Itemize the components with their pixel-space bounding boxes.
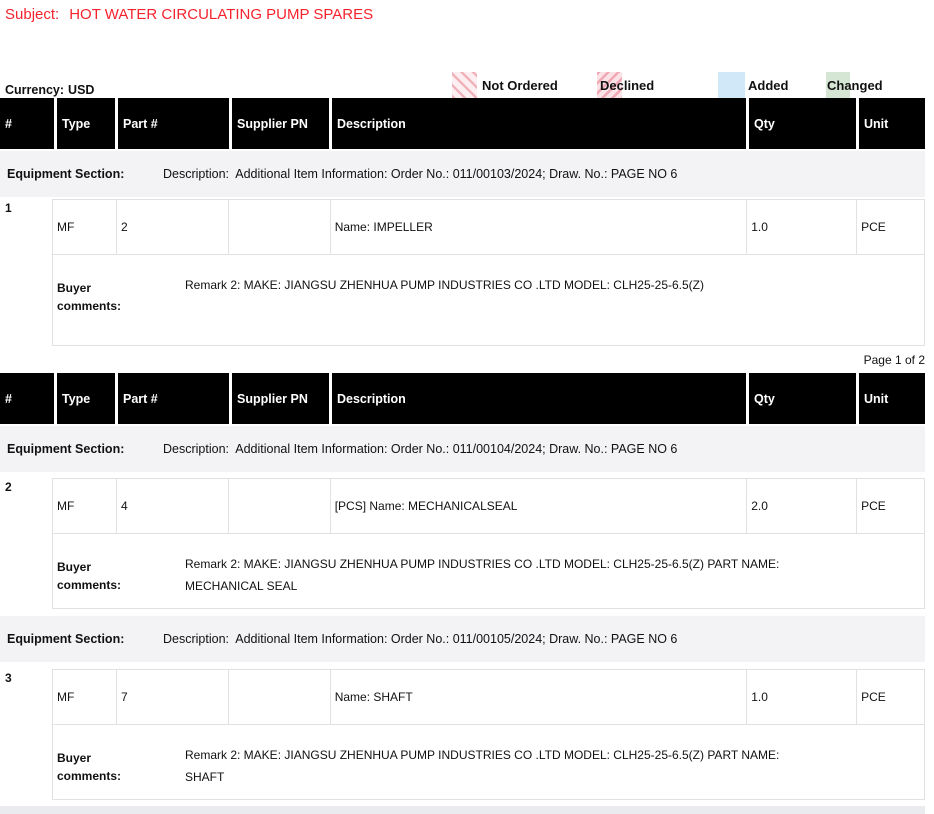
col-header-unit: Unit: [859, 98, 925, 149]
equipment-section-description: Description: Additional Item Information: Order No.: 011/00104/2024; Draw. No.: PAGE NO 6: [163, 442, 678, 456]
item-data-row: [53, 200, 924, 255]
item-data-row: [53, 479, 924, 534]
not-ordered-hatch-swatch: [452, 72, 477, 98]
equipment-section-row: [0, 151, 925, 197]
item-description: [PCS] Name: MECHANICALSEAL: [331, 479, 748, 533]
item-row: [0, 478, 925, 609]
item-part-number: 2: [117, 200, 229, 254]
legend-changed: Changed: [827, 78, 883, 93]
buyer-comments-row: [53, 255, 924, 345]
col-header-supplier-pn: Supplier PN: [232, 373, 329, 424]
item-qty: 2.0: [747, 479, 857, 533]
item-supplier-pn: [229, 200, 331, 254]
item-content: [53, 478, 925, 609]
equipment-section-row: [0, 616, 925, 662]
col-header-num: #: [0, 98, 54, 149]
next-section-partial-strip: [0, 806, 925, 814]
col-header-part: Part #: [118, 98, 229, 149]
item-part-number: 7: [117, 670, 229, 724]
item-content: [53, 669, 925, 800]
buyer-comments-label: Buyer comments:: [57, 281, 122, 313]
buyer-comments-text: Remark 2: MAKE: JIANGSU ZHENHUA PUMP INDUSTRIES CO .LTD MODEL: CLH25-25-6.5(Z): [185, 278, 704, 292]
item-unit: PCE: [861, 690, 886, 704]
col-header-qty: Qty: [749, 373, 856, 424]
item-supplier-pn: [229, 670, 331, 724]
item-row: [0, 669, 925, 800]
equipment-section-label: Equipment Section:: [7, 442, 125, 456]
item-description: Name: IMPELLER: [331, 200, 748, 254]
buyer-comments-row: [53, 725, 924, 799]
subject-line: [5, 6, 934, 24]
legend-declined: Declined: [600, 78, 655, 93]
buyer-comments-text: Remark 2: MAKE: JIANGSU ZHENHUA PUMP INDUSTRIES CO .LTD MODEL: CLH25-25-6.5(Z) PART NAME: SHAFT: [185, 748, 783, 784]
item-content: [53, 199, 925, 346]
legend-added: Added: [748, 78, 789, 93]
item-supplier-pn: [229, 479, 331, 533]
buyer-comments-row: [53, 534, 924, 608]
buyer-comments-label: Buyer comments:: [57, 751, 122, 783]
col-header-description: Description: [332, 373, 746, 424]
table-header: [0, 373, 925, 424]
col-header-supplier-pn: Supplier PN: [232, 98, 329, 149]
item-qty: 1.0: [747, 670, 857, 724]
col-header-num: #: [0, 373, 54, 424]
added-color-swatch: [718, 72, 745, 98]
equipment-section-label: Equipment Section:: [7, 167, 125, 181]
equipment-section-row: [0, 426, 925, 472]
currency-value: USD: [68, 83, 95, 97]
item-number: 3: [0, 669, 53, 800]
col-header-qty: Qty: [749, 98, 856, 149]
item-type: MF: [53, 670, 117, 724]
subject-label: Subject:: [5, 6, 60, 23]
equipment-section-description: Description: Additional Item Information: Order No.: 011/00105/2024; Draw. No.: PAGE NO 6: [163, 632, 678, 646]
item-qty: 1.0: [747, 200, 857, 254]
item-unit: PCE: [861, 499, 886, 513]
currency-label: Currency:: [5, 83, 65, 97]
page-indicator: Page 1 of 2: [863, 353, 925, 367]
col-header-description: Description: [332, 98, 746, 149]
table-header: [0, 98, 925, 149]
subject-value: HOT WATER CIRCULATING PUMP SPARES: [69, 6, 374, 23]
item-data-row: [53, 670, 924, 725]
item-number: 2: [0, 478, 53, 609]
equipment-section-description: Description: Additional Item Information: Order No.: 011/00103/2024; Draw. No.: PAGE NO 6: [163, 167, 678, 181]
item-number: 1: [0, 199, 53, 346]
item-unit: PCE: [861, 220, 886, 234]
item-row: [0, 199, 925, 346]
item-part-number: 4: [117, 479, 229, 533]
equipment-section-label: Equipment Section:: [7, 632, 125, 646]
col-header-type: Type: [57, 373, 115, 424]
col-header-part: Part #: [118, 373, 229, 424]
item-type: MF: [53, 479, 117, 533]
buyer-comments-text: Remark 2: MAKE: JIANGSU ZHENHUA PUMP INDUSTRIES CO .LTD MODEL: CLH25-25-6.5(Z) PART NAME: MECHANICAL SEAL: [185, 557, 783, 593]
item-description: Name: SHAFT: [331, 670, 748, 724]
item-type: MF: [53, 200, 117, 254]
currency: [5, 83, 94, 97]
topbar: [0, 24, 925, 98]
buyer-comments-label: Buyer comments:: [57, 560, 122, 592]
col-header-type: Type: [57, 98, 115, 149]
col-header-unit: Unit: [859, 373, 925, 424]
rfq-report: [0, 6, 934, 814]
legend-not-ordered: Not Ordered: [482, 78, 558, 93]
